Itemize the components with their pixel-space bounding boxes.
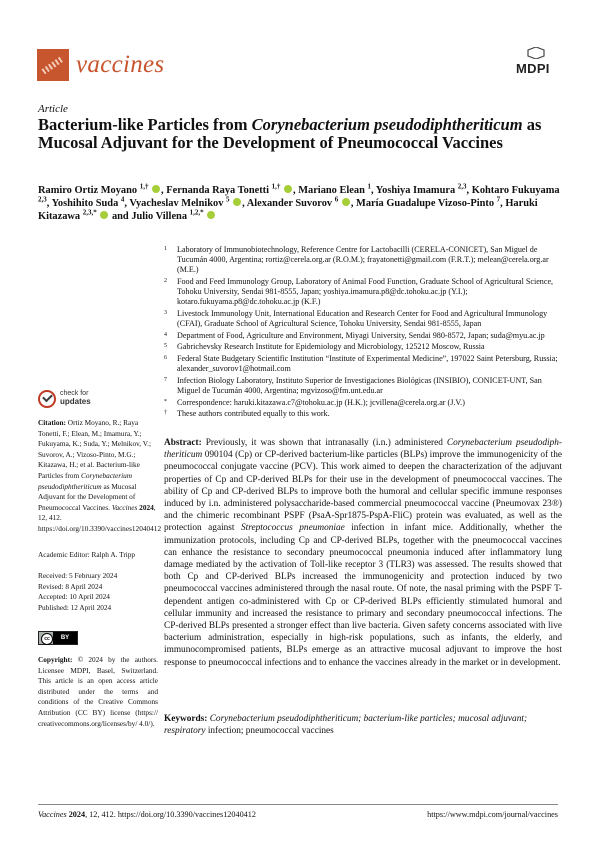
footer-divider <box>38 804 558 805</box>
affiliation-text: Livestock Immunology Unit, International Education and Research Center for Food and Agricultural Immunology (CFAI), Graduate School of Agricultural Science, Tohoku University, Sendai 981-8555, Japan <box>177 309 548 329</box>
affiliation-item <box>164 277 564 308</box>
affiliation-item <box>164 376 564 396</box>
publication-dates <box>38 571 158 613</box>
affiliation-text: Food and Feed Immunology Group, Laboratory of Animal Food Function, Graduate School of Agricultural Science, Tohoku University, Sendai 981-8555, Japan; yoshiya.imamura.p8@dc.tohoku.ac.jp (Y.I.); kotaro.fukuyama.p8@dc.tohoku.ac.jp (K.F.) <box>177 277 554 307</box>
author-list: Ramiro Ortiz Moyano $^{1,\dagger}$ , Fernanda Raya Tonetti $^{1,\dagger}$ , Mariano Elean $^1$, Yoshiya Imamura $^{2,3}$, Kohtaro Fukuyama $^{2,3}$, Yoshihito Suda $^4$, Vyacheslav Melnikov $^5$ , Alexander Suvorov $^6$ , María Guadalupe Vizoso-Pinto $^7$, Haruki Kitazawa $^{2,3,*}$ and Julio Villena $^{1,2,*}$ <box>38 182 560 222</box>
orcid-icon[interactable] <box>207 211 215 219</box>
orcid-icon[interactable] <box>342 198 350 206</box>
affiliation-item <box>164 409 564 419</box>
author-affiliation-marker: 1 <box>367 182 371 191</box>
affiliation-number: 4 <box>164 331 167 338</box>
affiliation-number: 1 <box>164 246 167 252</box>
check-updates-line2: updates <box>60 397 91 406</box>
author-name[interactable]: María Guadalupe Vizoso-Pinto <box>356 198 495 209</box>
affiliation-item <box>164 331 564 341</box>
affiliation-item <box>164 342 564 352</box>
by-label: BY <box>53 632 77 644</box>
affiliation-number: 3 <box>164 310 167 316</box>
author-name[interactable]: Julio Villena <box>131 211 188 222</box>
published-date: Published: 12 April 2024 <box>38 602 112 612</box>
footer-journal-link[interactable]: https://www.mdpi.com/journal/vaccines <box>427 810 558 819</box>
author-affiliation-marker: 2,3 <box>38 195 47 204</box>
author-name[interactable]: Ramiro Ortiz Moyano <box>38 185 138 196</box>
orcid-icon[interactable] <box>152 185 160 193</box>
check-for-updates-button[interactable] <box>38 390 108 412</box>
affiliation-item <box>164 309 564 329</box>
article-title: Bacterium-like Particles from Corynebacterium pseudodiphtheriticum as Mucosal Adjuvant for the Development of Pneumococcal Vaccines <box>38 115 542 152</box>
academic-editor: Academic Editor: Ralph A. Tripp <box>38 550 136 559</box>
affiliation-text: Infection Biology Laboratory, Instituto Superior de Investigaciones Biológicas (INSIBIO), CONICET-UNT, San Miguel de Tucumán 4000, Argentina; mgvizoso@fm.unt.edu.ar <box>177 375 542 395</box>
author-affiliation-marker: 7 <box>496 195 501 204</box>
cc-label: cc <box>41 633 53 645</box>
check-updates-line1: check for <box>60 390 89 397</box>
author-affiliation-marker: 1,† <box>139 182 149 191</box>
author-name[interactable]: Yoshiya Imamura <box>375 185 456 196</box>
affiliation-item <box>164 354 564 374</box>
affiliation-text: Department of Food, Agriculture and Environment, Miyagi University, Sendai 980-8572, Japan; suda@myu.ac.jp <box>177 330 545 340</box>
affiliation-text: Correspondence: haruki.kitazawa.c7@tohoku.ac.jp (H.K.); jcvillena@cerela.org.ar (J.V.) <box>177 397 465 407</box>
affiliation-number: 7 <box>164 376 167 383</box>
author-affiliation-marker: 1,† <box>271 182 281 191</box>
copyright-notice: Copyright: © 2024 by the authors. Licensee MDPI, Basel, Switzerland. This article is an open access article distributed under the terms and conditions of the Creative Commons Attribution (CC BY) license (https:// creativecommons.org/licenses/by/ 4.0/). <box>38 655 158 728</box>
footer-citation[interactable]: Vaccines 2024, 12, 412. https://doi.org/10.3390/vaccines12040412 <box>38 810 256 819</box>
accepted-date: Accepted: 10 April 2024 <box>38 592 110 602</box>
author-affiliation-marker: 2,3,* <box>82 208 97 217</box>
author-name[interactable]: Alexander Suvorov <box>246 198 333 209</box>
affiliation-number: 2 <box>164 278 167 284</box>
cc-by-license-icon[interactable] <box>38 631 78 645</box>
author-name[interactable]: Vyacheslav Melnikov <box>129 198 224 209</box>
received-date: Received: 5 February 2024 <box>38 571 118 580</box>
mdpi-hexagon-icon <box>527 47 545 59</box>
publisher-name: MDPI <box>516 61 550 76</box>
author-name[interactable]: Haruki Kitazawa <box>38 198 538 222</box>
author-affiliation-marker: 4 <box>120 195 125 204</box>
affiliation-number: 6 <box>164 354 167 361</box>
author-affiliation-marker: 6 <box>334 195 339 204</box>
article-type: Article <box>38 103 68 115</box>
orcid-icon[interactable] <box>100 211 108 219</box>
mdpi-logo[interactable] <box>516 57 556 77</box>
journal-name[interactable]: vaccines <box>76 51 165 78</box>
author-name[interactable]: Mariano Elean <box>298 185 365 196</box>
affiliation-item <box>164 245 564 276</box>
citation-block: Citation: Ortiz Moyano, R.; Raya Tonetti, F.; Elean, M.; Imamura, Y.; Fukuyama, K.; Suda, Y.; Melnikov, V.; Suvorov, A.; Vizoso-Pinto, M.G.; Kitazawa, H.; et al. Bacterium-like Particles from Corynebacterium pseudodiphtheriticum as Mucosal Adjuvant for the Development of Pneumococcal Vaccines. Vaccines 2024, 12, 412. https://doi.org/10.3390/vaccines12040412 <box>38 418 162 533</box>
abstract: Abstract: Previously, it was shown that intranasally (i.n.) administered Corynebacterium pseudodiph-theriticum 090104 (Cp) or CP-derived bacterium-like particles (BLPs) improve the immunogenicity of the pneumococcal conjugate vaccine (PCV). This work aimed to deepen the characterization of the adjuvant properties of Cp and CP-derived BLPs for their use in the development of pneumococcal vaccines. The ability of Cp and CP-derived BLPs to improve both the humoral and cellular specific immune responses induced by i.n. administered polysaccharide-based commercial pneumococcal vaccine (Pneumovax 23®) and the chimeric recombinant PSPF (PsaA-Spr1875-PspA-FliC) protein was evaluated, as well as the protection against Streptococcus pneumoniae infection in infant mice. Additionally, whether the immunization protocols, including Cp and CP-derived BLPs, together with the pneumococcal vaccines can enhance the resistance to secondary pneumococcal pneumonia induced after inflammatory lung damage mediated by the activation of Toll-like receptor 3 (TLR3) was assessed. The results showed that both Cp and CP-derived BLPs increased the immunogenicity and protection induced by two pneumococcal vaccines administered through the nasal route. Of note, the nasal priming with the PSPF T-dependent antigen co-administered with Cp or CP-derived BLPs efficiently stimulated humoral and cellular immunity and increased the resistance to primary and secondary pneumococcal infections. The CP-derived BLPs presented a stronger effect than live bacteria. Given safety concerns associated with live bacterium administration, especially in high-risk populations, such as infants, the elderly, and immunocompromised patients, BLPs emerge as an attractive mucosal adjuvant to improve the host response to pneumococcal infections and to enhance the vaccines already in the market or in development. <box>164 438 562 668</box>
affiliation-number: * <box>164 398 167 405</box>
orcid-icon[interactable] <box>233 198 241 206</box>
author-affiliation-marker: 1,2,* <box>189 208 204 217</box>
revised-date: Revised: 8 April 2024 <box>38 581 103 591</box>
author-name[interactable]: Kohtaro Fukuyama <box>471 185 560 196</box>
orcid-icon[interactable] <box>284 185 292 193</box>
keywords: Keywords: Corynebacterium pseudodiphtheriticum; bacterium-like particles; mucosal adjuvant; respiratory infection; pneumococcal vaccines <box>164 714 528 737</box>
author-affiliation-marker: 5 <box>226 195 230 204</box>
author-name[interactable]: Fernanda Raya Tonetti <box>166 185 270 196</box>
affiliation-text: Gabrichevsky Research Institute for Epidemiology and Microbiology, 125212 Moscow, Russia <box>177 342 485 352</box>
affiliations <box>164 245 564 421</box>
check-updates-icon <box>38 390 56 408</box>
affiliation-number: 5 <box>164 343 167 350</box>
affiliation-text: These authors contributed equally to this work. <box>177 409 330 419</box>
affiliation-number: † <box>164 410 167 417</box>
affiliation-text: Federal State Budgetary Scientific Institution “Institute of Experimental Medicine”, 197022 Saint Petersburg, Russia; alexander_suvorov1@hotmail.com <box>177 353 558 374</box>
author-affiliation-marker: 2,3 <box>457 182 467 191</box>
affiliation-item <box>164 398 564 408</box>
affiliation-text: Laboratory of Immunobiotechnology, Reference Centre for Lactobacilli (CERELA-CONICET), San Miguel de Tucumán 4000, Argentina; rortiz@cerela.org.ar (R.O.M.); frayatonetti@gmail.com (F.R.T.); melean@cerela.org.ar (M.E.) <box>177 245 549 275</box>
journal-logo-icon <box>37 49 69 81</box>
author-name[interactable]: Yoshihito Suda <box>51 198 119 209</box>
